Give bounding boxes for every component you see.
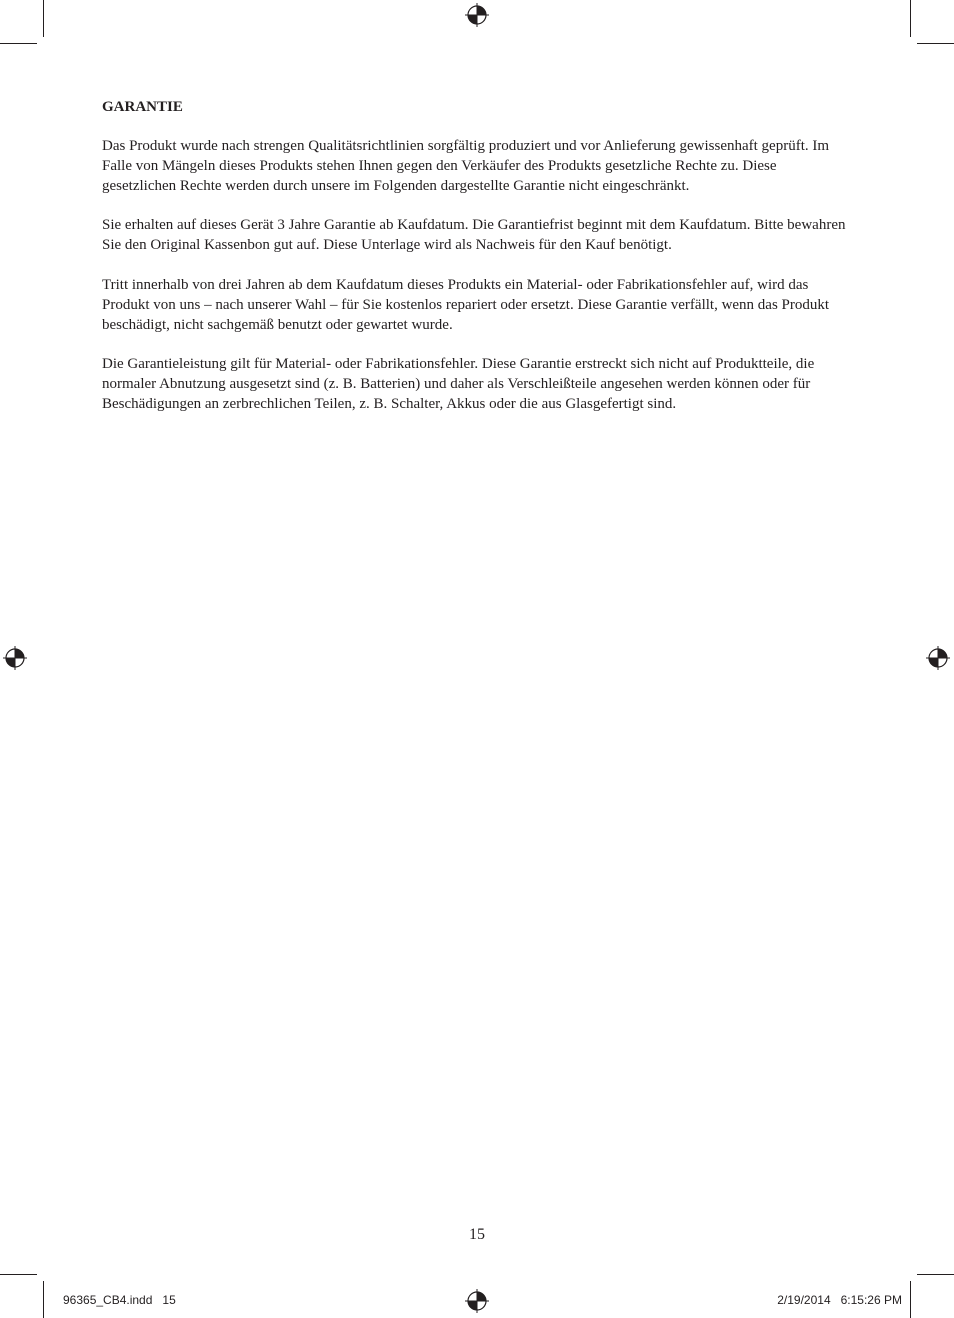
crop-mark-top-right-vertical	[910, 0, 911, 37]
crop-mark-top-right-horizontal	[917, 43, 954, 44]
section-heading: GARANTIE	[102, 99, 183, 115]
crop-mark-bottom-left-horizontal	[0, 1274, 37, 1275]
registration-mark-icon	[465, 1289, 489, 1313]
crop-mark-top-left-horizontal	[0, 43, 37, 44]
page-number: 15	[469, 1226, 485, 1243]
crop-mark-bottom-left-vertical	[43, 1281, 44, 1318]
paragraph: Tritt innerhalb von drei Jahren ab dem Kaufdatum dieses Produkts ein Material- oder Fabrikationsfehler auf, wird das Produkt von uns – nach unserer Wahl – für Sie kostenlos repariert oder ersetzt. Diese Garantie verfällt, wenn das Produkt beschädigt, nicht sachgemäß benutzt oder gewartet wurde.	[102, 276, 830, 333]
crop-mark-bottom-right-vertical	[910, 1281, 911, 1318]
paragraph: Die Garantieleistung gilt für Material- oder Fabrikationsfehler. Diese Garantie erstreckt sich nicht auf Produktteile, die normaler Abnutzung ausgesetzt sind (z. B. Batterien) und daher als Verschleißteile angesehen werden können oder für Beschädigungen an zerbrechlichen Teilen, z. B. Schalter, Akkus oder die aus Glasgefertigt sind.	[102, 356, 815, 412]
crop-mark-bottom-right-horizontal	[917, 1274, 954, 1275]
registration-mark-icon	[465, 3, 489, 27]
document-body	[102, 97, 852, 435]
crop-mark-top-left-vertical	[43, 0, 44, 37]
print-slug-filename: 96365_CB4.indd 15	[63, 1293, 176, 1307]
registration-mark-icon	[3, 646, 27, 670]
paragraph: Das Produkt wurde nach strengen Qualitätsrichtlinien sorgfältig produziert und vor Anlieferung gewissenhaft geprüft. Im Falle von Mängeln dieses Produkts stehen Ihnen gegen den Verkäufer des Produkts gesetzliche Rechte zu. Diese gesetzlichen Rechte werden durch unsere im Folgenden dargestellte Garantie nicht eingeschränkt.	[102, 138, 830, 194]
paragraph: Sie erhalten auf dieses Gerät 3 Jahre Garantie ab Kaufdatum. Die Garantiefrist beginnt mit dem Kaufdatum. Bitte bewahren Sie den Original Kassenbon gut auf. Diese Unterlage wird als Nachweis für den Kauf benötigt.	[102, 217, 846, 254]
print-slug-timestamp: 2/19/2014 6:15:26 PM	[777, 1293, 902, 1307]
registration-mark-icon	[926, 646, 950, 670]
